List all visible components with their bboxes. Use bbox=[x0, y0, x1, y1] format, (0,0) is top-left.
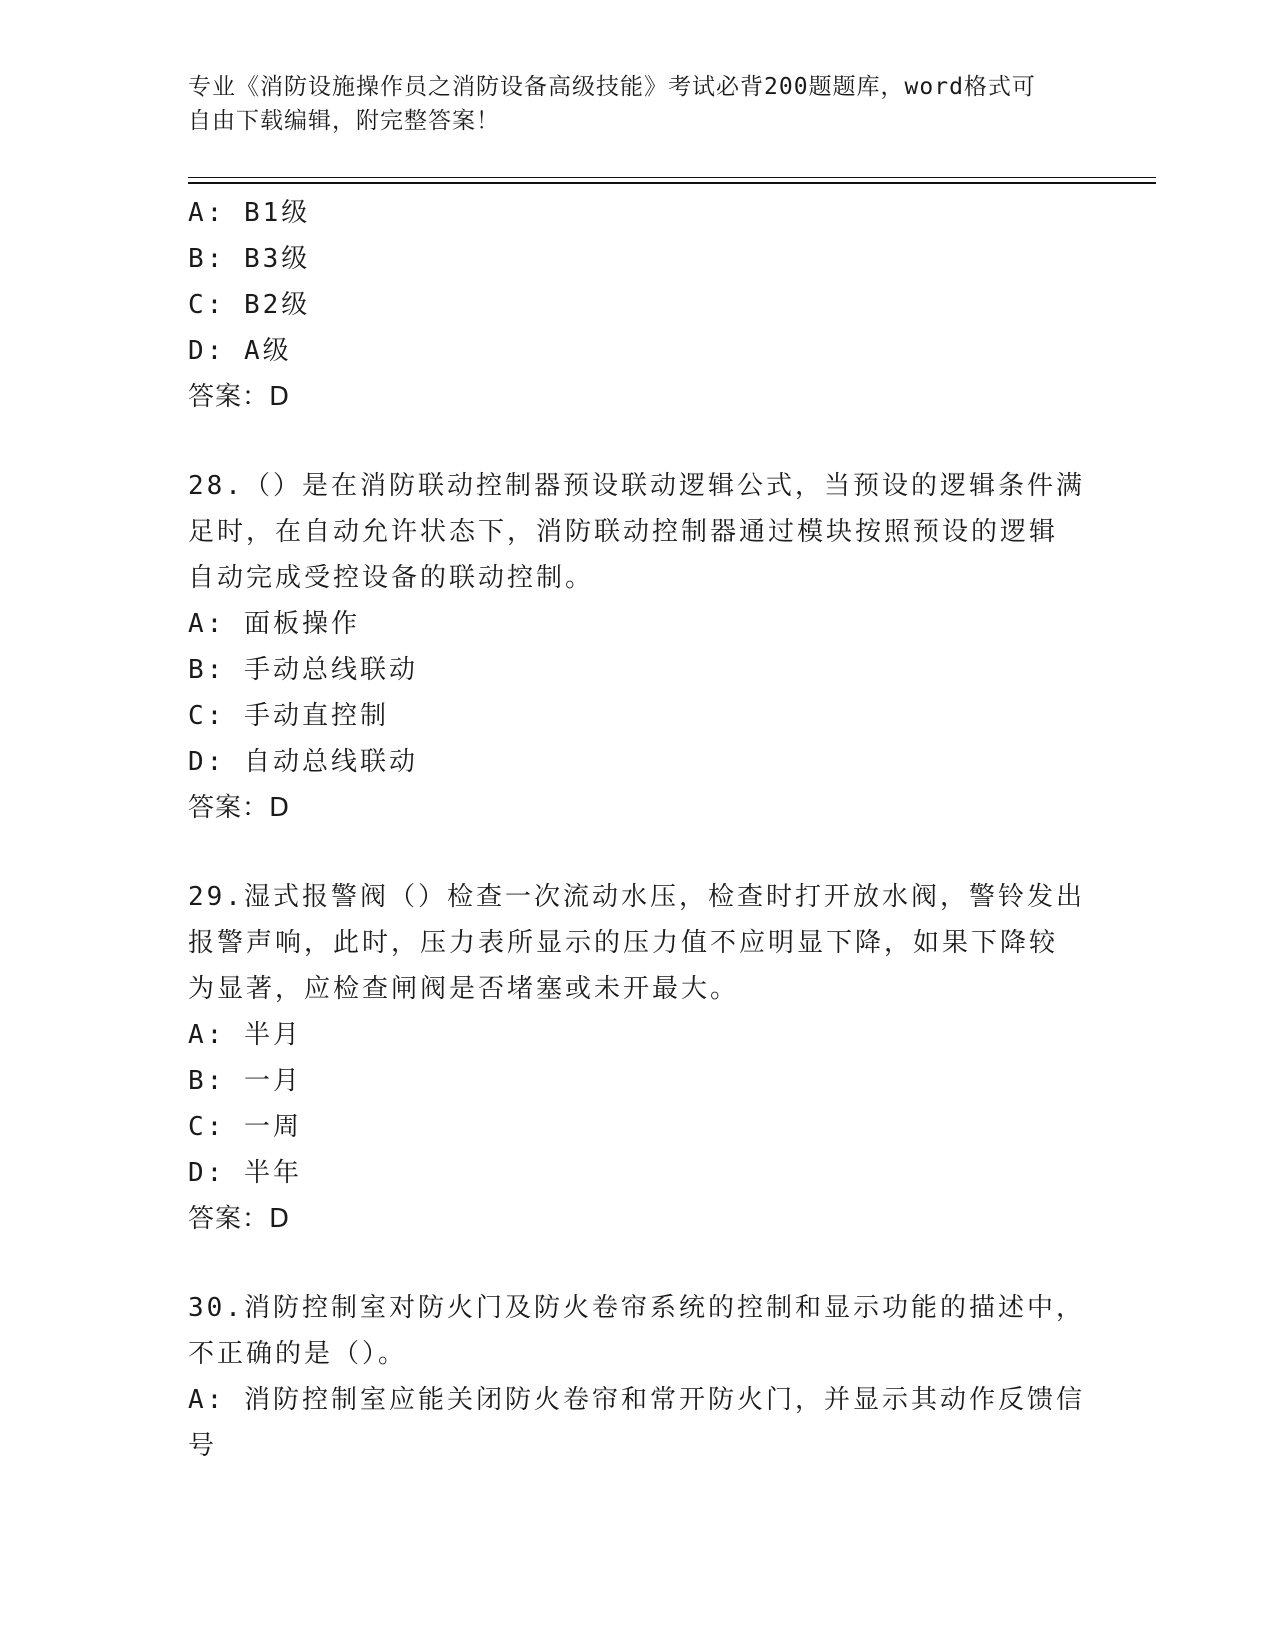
option-c: C: 手动直控制 bbox=[188, 701, 389, 731]
option-a: A: B1级 bbox=[188, 198, 311, 228]
question-27 bbox=[188, 190, 1088, 420]
header-divider-thin bbox=[188, 177, 1156, 178]
option-a: A: 面板操作 bbox=[188, 609, 360, 639]
header-line-2: 自由下载编辑，附完整答案！ bbox=[188, 108, 500, 134]
header-divider-thick bbox=[188, 182, 1156, 184]
header-line-1: 专业《消防设施操作员之消防设备高级技能》考试必背200题题库，word格式可 bbox=[188, 74, 1036, 100]
question-text-line: 29.湿式报警阀（）检查一次流动水压，检查时打开放水阀，警铃发出 bbox=[188, 882, 1085, 912]
question-text-line: 自动完成受控设备的联动控制。 bbox=[188, 563, 595, 593]
answer: 答案：D bbox=[188, 1204, 291, 1234]
question-text-line: 足时，在自动允许状态下，消防联动控制器通过模块按照预设的逻辑 bbox=[188, 517, 1059, 547]
question-text-line: 不正确的是（）。 bbox=[188, 1339, 408, 1369]
answer: 答案：D bbox=[188, 382, 291, 412]
question-text-line: 30.消防控制室对防火门及防火卷帘系统的控制和显示功能的描述中， bbox=[188, 1293, 1085, 1323]
answer: 答案：D bbox=[188, 793, 291, 823]
option-d: D: 自动总线联动 bbox=[188, 747, 418, 777]
option-d: D: 半年 bbox=[188, 1158, 302, 1188]
question-30 bbox=[188, 1285, 1088, 1469]
question-29 bbox=[188, 874, 1088, 1242]
option-b: B: 一月 bbox=[188, 1066, 302, 1096]
option-d: D: A级 bbox=[188, 336, 292, 366]
option-c: C: 一周 bbox=[188, 1112, 302, 1142]
option-a: A: 半月 bbox=[188, 1020, 302, 1050]
option-b: B: B3级 bbox=[188, 244, 311, 274]
question-28 bbox=[188, 463, 1088, 831]
option-c: C: B2级 bbox=[188, 290, 311, 320]
question-text-line: 为显著，应检查闸阀是否堵塞或未开最大。 bbox=[188, 974, 740, 1004]
option-a-continued: 号 bbox=[188, 1431, 218, 1461]
document-body bbox=[188, 190, 1088, 1469]
document-header bbox=[188, 70, 1088, 138]
option-a: A: 消防控制室应能关闭防火卷帘和常开防火门，并显示其动作反馈信 bbox=[188, 1385, 1085, 1415]
question-text-line: 28.（）是在消防联动控制器预设联动逻辑公式，当预设的逻辑条件满 bbox=[188, 471, 1085, 501]
option-b: B: 手动总线联动 bbox=[188, 655, 418, 685]
question-text-line: 报警声响，此时，压力表所显示的压力值不应明显下降，如果下降较 bbox=[188, 928, 1059, 958]
